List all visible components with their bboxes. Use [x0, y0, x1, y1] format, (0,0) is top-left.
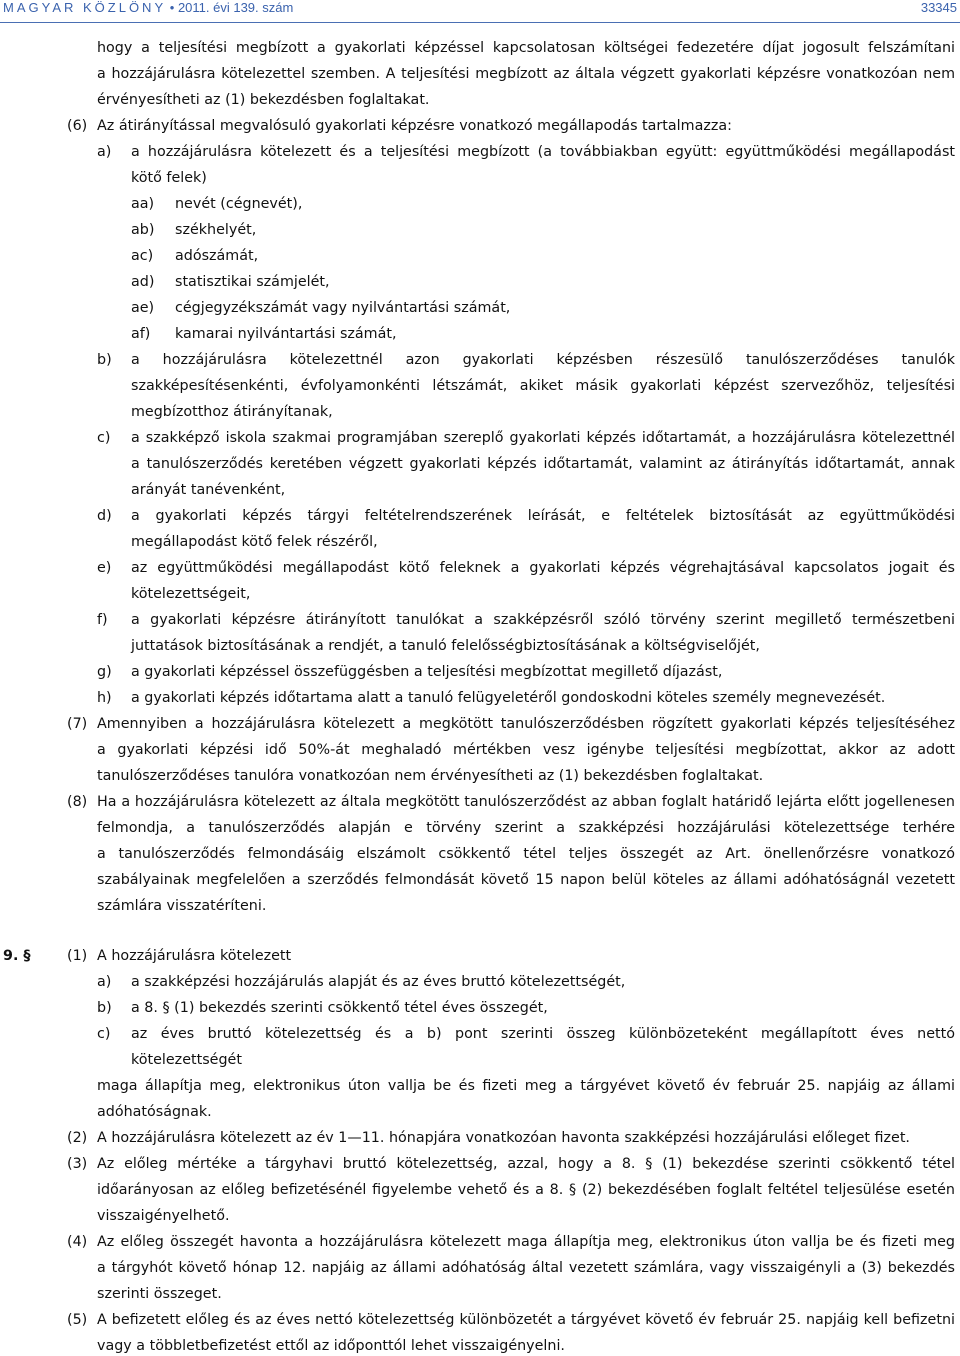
text-line: megállapodást kötő felek részéről,: [131, 534, 378, 550]
text-line: A befizetett előleg és az éves nettó kötelezettség különbözetét a tárgyévet követő év február 25. napjáig kell befizetni: [97, 1312, 955, 1328]
text-line: kötelezettségeit,: [131, 586, 251, 602]
text-line: a tárgyhót követő hónap 12. napjáig az állami adóhatóság által vezetett számlára, vagy visszaigényli a (3) bekezdés: [97, 1260, 955, 1276]
text-line: a szakképzési hozzájárulás alapját és az éves bruttó kötelezettségét,: [131, 974, 626, 990]
text-line: a 8. § (1) bekezdés szerinti csökkentő tétel éves összegét,: [131, 1000, 548, 1016]
point-label: c): [97, 430, 111, 446]
text-line: szakképesítésenkénti, évfolyamonkénti létszámát, akiket másik gyakorlati képzést szervezőhöz, teljesítési: [131, 378, 955, 394]
subpoint-label: ac): [131, 248, 154, 264]
text-line: Amennyiben a hozzájárulásra kötelezett a megkötött tanulószerződésben rögzített gyakorlati képzés teljesítéséhez: [97, 716, 955, 732]
issue-number: 2011. évi 139. szám: [177, 0, 294, 15]
text-line: a tanulószerződés felmondásáig elszámolt csökkentő tétel teljes összegét az Art. önellenőrzésre vonatkozó: [97, 846, 955, 862]
text-line: tanulószerződéses tanulóra vonatkozóan nem érvényesítheti az (1) bekezdésben foglaltakat.: [97, 768, 764, 784]
bullet-icon: •: [169, 0, 175, 15]
text-line: számlára visszatéríteni.: [97, 898, 267, 914]
point-label: g): [97, 664, 112, 680]
point-label: b): [97, 1000, 112, 1016]
text-line: a gyakorlati képzéssel összefüggésben a teljesítési megbízottat megillető díjazást,: [131, 664, 723, 680]
text-line: vagy a többletbefizetést ettől az időponttól lehet visszaigényelni.: [97, 1338, 565, 1354]
point-label: a): [97, 144, 112, 160]
journal-title: MAGYAR KÖZLÖNY: [3, 0, 167, 15]
text-line: a gyakorlati képzés tárgyi feltételrendszerének leírását, e feltételek biztosítását az együttműködési: [131, 508, 955, 524]
text-line: kötő felek): [131, 170, 207, 186]
point-label: h): [97, 690, 112, 706]
text-line: Az előleg mértéke a tárgyhavi bruttó kötelezettség, azzal, hogy a 8. § (1) bekezdése szerinti csökkentő tétel: [97, 1156, 955, 1172]
point-label: f): [97, 612, 108, 628]
point-label: b): [97, 352, 112, 368]
text-line: visszaigényelhető.: [97, 1208, 230, 1224]
text-line: időarányosan az előleg befizetésénél figyelembe vehető és a 8. § (2) bekezdésében foglalt feltétel teljesülése esetén: [97, 1182, 955, 1198]
text-line: a gyakorlati képzésre átirányított tanulókat a szakképzésről szóló törvény szerint megillető természetbeni: [131, 612, 955, 628]
subpoint-label: af): [131, 326, 151, 342]
text-line: hogy a teljesítési megbízott a gyakorlati képzéssel kapcsolatosan költségei fedezetére díjat jogosult felszámítani: [97, 40, 955, 56]
text-line: A hozzájárulásra kötelezett az év 1—11. hónapjára vonatkozóan havonta szakképzési hozzájárulási előleget fizet.: [97, 1130, 910, 1146]
header-left: [3, 0, 293, 15]
page-header: [0, 0, 960, 23]
point-label: d): [97, 508, 112, 524]
text-line: arányát tanévenként,: [131, 482, 286, 498]
text-line: az együttműködési megállapodást kötő feleknek a gyakorlati képzés végrehajtásával kapcsolatos jogait és: [131, 560, 955, 576]
text-line: a gyakorlati képzési idő 50%-át meghaladó mértékben vesz igénybe teljesítési megbízottat, akkor az adott: [97, 742, 955, 758]
text-line: cégjegyzékszámát vagy nyilvántartási számát,: [175, 300, 511, 316]
text-line: kötelezettségét: [131, 1052, 242, 1068]
text-line: a szakképző iskola szakmai programjában szereplő gyakorlati képzés időtartamát, a hozzájárulásra kötelezettnél: [131, 430, 955, 446]
text-line: maga állapítja meg, elektronikus úton vallja be és fizeti meg a tárgyévet követő év február 25. napjáig az állami: [97, 1078, 955, 1094]
text-line: szerinti összeget.: [97, 1286, 222, 1302]
paragraph-label: (6): [67, 118, 88, 134]
text-line: kamarai nyilvántartási számát,: [175, 326, 397, 342]
text-line: szabályainak megfelelően a szerződés felmondását követő 15 napon belül köteles az állami adóhatóságnál vezetett: [97, 872, 955, 888]
page-number: 33345: [920, 0, 957, 15]
text-line: a hozzájárulásra kötelezettel szemben. A teljesítési megbízott az általa végzett gyakorlati képzésre vonatkozóan nem: [97, 66, 955, 82]
text-line: adószámát,: [175, 248, 259, 264]
text-line: megbízotthoz átirányítanak,: [131, 404, 333, 420]
paragraph-label: (7): [67, 716, 88, 732]
subpoint-label: ad): [131, 274, 155, 290]
point-label: e): [97, 560, 112, 576]
point-label: a): [97, 974, 112, 990]
paragraph-label: (4): [67, 1234, 88, 1250]
paragraph-label: (8): [67, 794, 88, 810]
subpoint-label: ab): [131, 222, 155, 238]
point-label: c): [97, 1026, 111, 1042]
text-line: székhelyét,: [175, 222, 257, 238]
paragraph-label: (5): [67, 1312, 88, 1328]
text-line: az éves bruttó kötelezettség és a b) pont szerinti összeg különbözeteként megállapított éves nettó: [131, 1026, 955, 1042]
text-line: a hozzájárulásra kötelezett és a teljesítési megbízott (a továbbiakban együtt: együttműködési megállapodást: [131, 144, 955, 160]
text-line: nevét (cégnevét),: [175, 196, 303, 212]
text-line: érvényesítheti az (1) bekezdésben foglaltakat.: [97, 92, 430, 108]
text-line: juttatások biztosításának a rendjét, a tanuló felelősségbiztosításának a költségviselőjét,: [131, 638, 760, 654]
text-line: a tanulószerződés keretében végzett gyakorlati képzés időtartamát, valamint az átirányítás időtartamát, annak: [131, 456, 955, 472]
text-line: a hozzájárulásra kötelezettnél azon gyakorlati képzésben részesülő tanulószerződéses tanulók: [131, 352, 955, 368]
paragraph-label: (1): [67, 948, 88, 964]
text-line: statisztikai számjelét,: [175, 274, 330, 290]
text-line: Ha a hozzájárulásra kötelezett az általa megkötött tanulószerződést az abban foglalt határidő lejárta előtt jogellenesen: [97, 794, 955, 810]
subpoint-label: ae): [131, 300, 155, 316]
text-line: felmondja, a tanulószerződés alapján e törvény szerint a szakképzési hozzájárulási kötelezettsége terhére: [97, 820, 955, 836]
text-line: Az átirányítással megvalósuló gyakorlati képzésre vonatkozó megállapodás tartalmazza:: [97, 118, 732, 134]
paragraph-label: (2): [67, 1130, 88, 1146]
text-line: a gyakorlati képzés időtartama alatt a tanuló felügyeletéről gondoskodni köteles személy megnevezését.: [131, 690, 886, 706]
text-line: adóhatóságnak.: [97, 1104, 212, 1120]
text-line: Az előleg összegét havonta a hozzájárulásra kötelezett maga állapítja meg, elektronikus úton vallja be és fizeti meg: [97, 1234, 955, 1250]
section-label: 9. §: [3, 948, 31, 964]
paragraph-label: (3): [67, 1156, 88, 1172]
text-line: A hozzájárulásra kötelezett: [97, 948, 292, 964]
subpoint-label: aa): [131, 196, 155, 212]
